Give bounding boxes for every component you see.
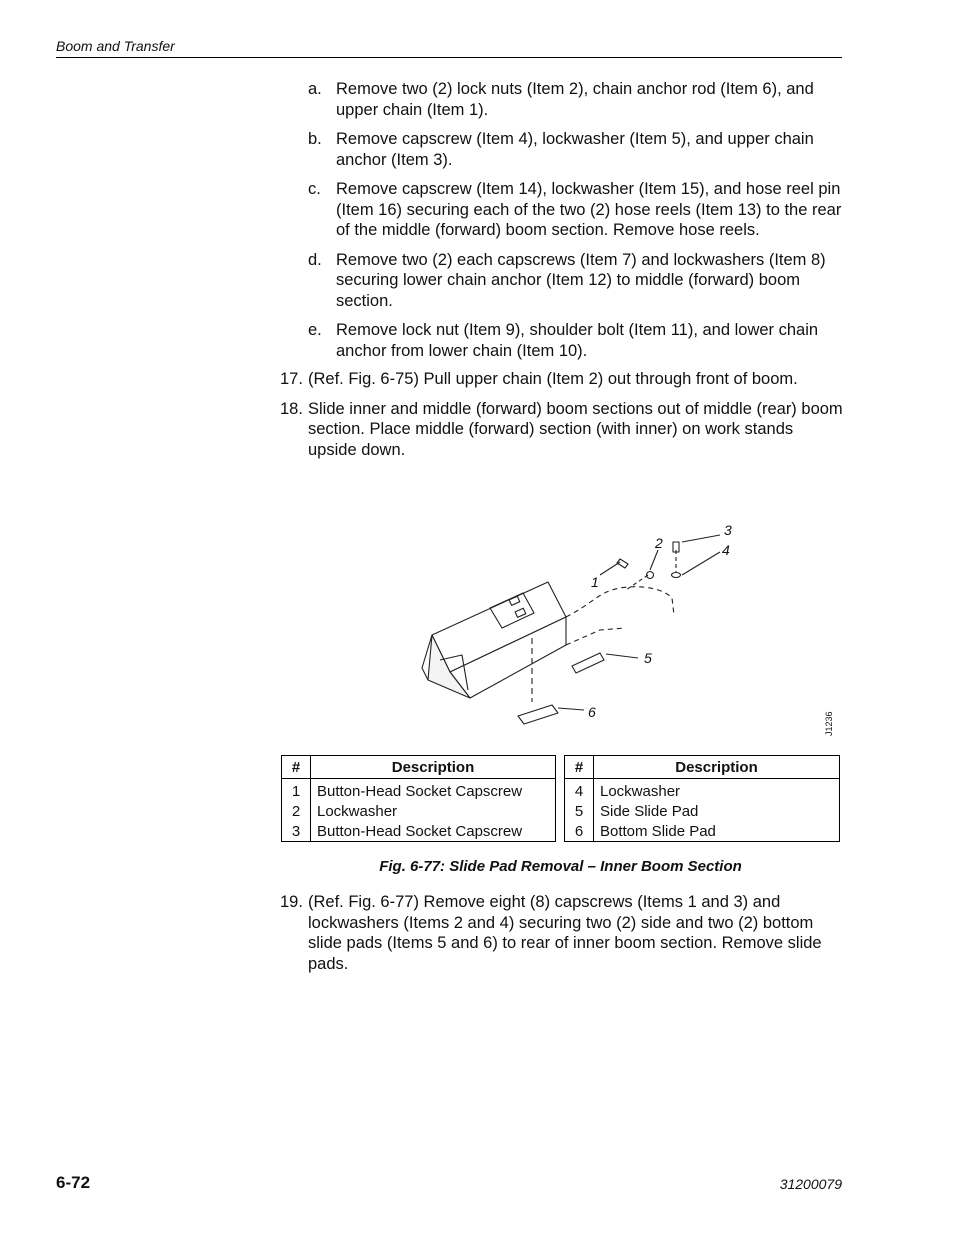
substep-text: Remove lock nut (Item 9), shoulder bolt (Item 11), and lower chain anchor from lower chain (Item 10). <box>336 321 819 360</box>
leader-line-6 <box>558 708 584 710</box>
legend-header-row <box>282 756 556 779</box>
step-number: 17. <box>280 370 303 388</box>
side-slide-pad <box>572 653 604 673</box>
substep-item <box>308 129 848 170</box>
legend-item-num: 3 <box>282 821 311 842</box>
hidden-line-lower <box>566 628 625 645</box>
substep-text: Remove two (2) each capscrews (Item 7) and lockwashers (Item 8) securing lower chain anchor (Item 12) to middle (forward) boom section. <box>336 250 826 310</box>
step-item <box>280 892 846 974</box>
bottom-slide-pad <box>518 705 558 724</box>
parts-legend-right <box>564 755 840 842</box>
legend-row <box>282 801 556 821</box>
running-header: Boom and Transfer <box>56 38 175 54</box>
callout-1: 1 <box>591 574 599 590</box>
step-list <box>280 369 846 469</box>
legend-item-num: 2 <box>282 801 311 821</box>
leader-line-5 <box>606 654 638 658</box>
legend-header-num: # <box>282 756 311 779</box>
figure-caption: Fig. 6-77: Slide Pad Removal – Inner Boom Section <box>379 858 742 875</box>
substep-marker: e. <box>308 321 322 339</box>
header-rule <box>56 57 842 58</box>
hidden-line-bolt1 <box>626 575 648 590</box>
step-number: 19. <box>280 893 303 911</box>
page-number: 6-72 <box>56 1173 91 1192</box>
legend-item-num: 1 <box>282 779 311 802</box>
legend-header-desc: Description <box>311 756 556 779</box>
substep-item <box>308 250 848 312</box>
figure-slide-pad-removal <box>420 520 840 745</box>
callout-5: 5 <box>644 650 652 666</box>
hidden-line-upper <box>566 587 674 617</box>
callout-3: 3 <box>724 522 732 538</box>
callout-2: 2 <box>655 535 663 551</box>
legend-item-desc: Button-Head Socket Capscrew <box>317 822 523 840</box>
step-text: (Ref. Fig. 6-75) Pull upper chain (Item 2) out through front of boom. <box>308 370 798 388</box>
document-number: 31200079 <box>779 1176 842 1192</box>
legend-row <box>565 801 840 821</box>
substep-list <box>308 79 848 370</box>
drawing-id: J1236 <box>824 711 834 736</box>
leader-line-2 <box>650 550 658 570</box>
substep-marker: c. <box>308 180 321 198</box>
callout-4: 4 <box>722 542 730 558</box>
substep-text: Remove capscrew (Item 14), lockwasher (Item 15), and hose reel pin (Item 16) securing each of the two (2) hose reels (Item 13) to the rear of the middle (forward) boom section. Remove hose reels. <box>336 180 842 239</box>
step-item <box>280 369 846 390</box>
lockwasher-4 <box>672 573 681 578</box>
step-item <box>280 399 846 461</box>
callout-6: 6 <box>588 704 596 720</box>
leader-line-1 <box>600 562 620 575</box>
leader-line-4 <box>682 552 720 575</box>
legend-item-desc: Side Slide Pad <box>600 802 699 820</box>
substep-text: Remove capscrew (Item 4), lockwasher (Item 5), and upper chain anchor (Item 3). <box>336 130 814 169</box>
legend-row <box>282 821 556 842</box>
legend-item-desc: Bottom Slide Pad <box>600 822 716 840</box>
step-number: 18. <box>280 399 303 418</box>
substep-item <box>308 179 848 241</box>
boom-section-illustration <box>420 520 840 745</box>
legend-header-row <box>565 756 840 779</box>
legend-item-num: 6 <box>565 821 594 842</box>
step-text: Slide inner and middle (forward) boom sections out of middle (rear) boom section. Place middle (forward) section (with inner) on work stands upside down. <box>308 399 843 459</box>
legend-item-num: 4 <box>565 779 594 802</box>
substep-marker: d. <box>308 250 322 269</box>
substep-marker: a. <box>308 80 322 98</box>
substep-marker: b. <box>308 130 322 148</box>
legend-item-desc: Lockwasher <box>317 802 398 820</box>
legend-row <box>282 779 556 802</box>
legend-item-num: 5 <box>565 801 594 821</box>
substep-item <box>308 79 848 120</box>
step-list <box>280 892 846 983</box>
legend-header-num: # <box>565 756 594 779</box>
parts-legend-left <box>281 755 556 842</box>
legend-item-desc: Lockwasher <box>600 782 681 800</box>
legend-row <box>565 779 840 802</box>
substep-text: Remove two (2) lock nuts (Item 2), chain anchor rod (Item 6), and upper chain (Item 1). <box>336 80 814 119</box>
legend-header-desc: Description <box>594 756 840 779</box>
leader-line-3 <box>682 535 720 542</box>
step-text: (Ref. Fig. 6-77) Remove eight (8) capscrews (Items 1 and 3) and lockwashers (Items 2 and 4) securing two (2) side and two (2) bottom slide pads (Items 5 and 6) to rear of inner boom section. Remove slide pads. <box>308 893 822 973</box>
substep-item <box>308 320 848 361</box>
legend-row <box>565 821 840 842</box>
legend-item-desc: Button-Head Socket Capscrew <box>317 782 523 800</box>
